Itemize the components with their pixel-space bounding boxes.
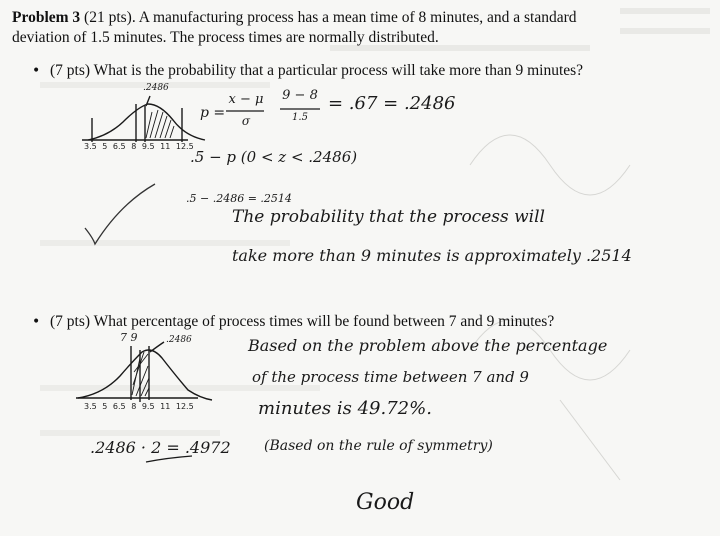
tick: 5 [102,142,108,151]
part1-line2: .5 − p (0 < z < .2486) [190,148,358,166]
tick: 6.5 [112,142,126,151]
grade-comment: Good [356,490,415,515]
part2-points: (7 pts) [50,313,91,330]
part2-answer-line4: (Based on the rule of symmetry) [264,438,493,454]
tick: 11 [160,402,171,411]
part2-question: What percentage of process times will be found between 7 and 9 minutes? [93,313,555,330]
bullet: • [32,63,41,79]
part1-line3: .5 − .2486 = .2514 [186,192,292,205]
formula-result: = .67 = .2486 [328,93,456,114]
part1-answer-line1: The probability that the process will [232,207,545,227]
tick: 9.5 [141,142,155,151]
tick: 8 [131,142,137,151]
tick: 5 [102,402,108,411]
tick: 3.5 [84,142,97,151]
part2-calc: .2486 · 2 = .4972 [90,438,231,457]
bullet: • [32,314,41,330]
formula-den1: σ [241,114,251,128]
problem-text-line1: A manufacturing process has a mean time of 8 minutes, and a standard [138,9,577,26]
formula-num1: x − μ [228,92,264,107]
problem-text-line2: deviation of 1.5 minutes. The process times are normally distributed. [12,29,439,46]
part2-curve-marks: 7 9 [120,331,138,344]
tick: 6.5 [112,402,126,411]
tick: 3.5 [84,402,97,411]
tick: 9.5 [141,402,155,411]
part1-question: What is the probability that a particular process will take more than 9 minutes? [93,62,584,79]
tick: 12.5 [175,402,194,411]
problem-points: (21 pts). [84,9,136,26]
part2-answer-line2: of the process time between 7 and 9 [252,368,529,386]
part2-curve-label: .2486 [166,335,192,345]
tick: 12.5 [175,142,194,151]
formula-num2: 9 − 8 [282,88,318,103]
part1-points: (7 pts) [50,62,91,79]
formula-den2: 1.5 [292,112,308,123]
formula-p: p = [200,105,226,121]
tick: 8 [131,402,137,411]
part2-answer-line1: Based on the problem above the percentage [248,336,608,355]
part2-answer-line3: minutes is 49.72%. [258,398,432,419]
part1-answer-line2: take more than 9 minutes is approximately .2514 [232,246,632,265]
problem-label: Problem 3 [12,9,81,26]
tick: 11 [160,142,171,151]
part1-curve-label: .2486 [143,83,169,93]
